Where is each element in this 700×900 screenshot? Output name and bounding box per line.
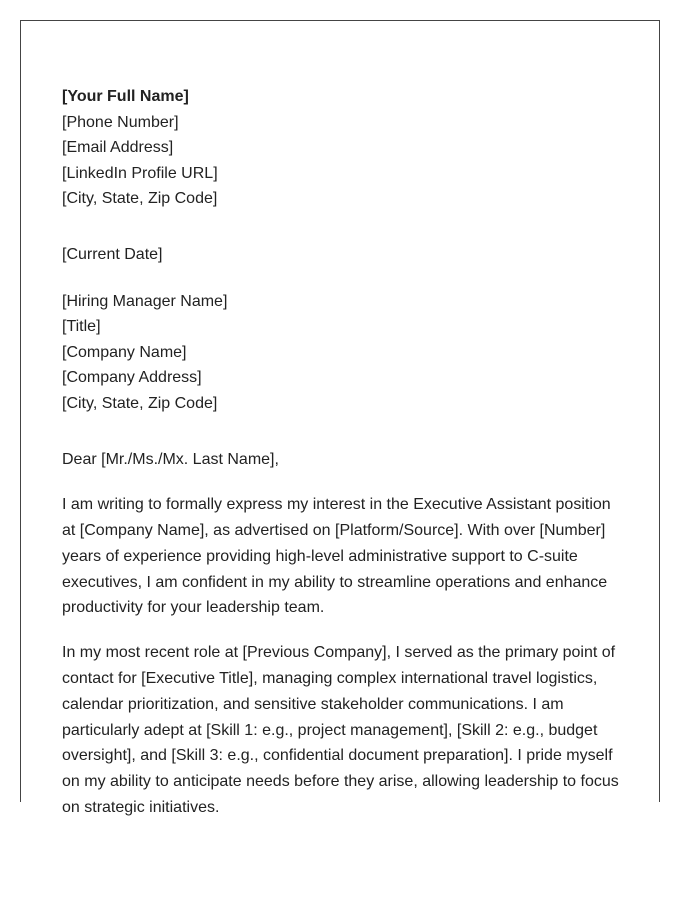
- sender-email: [Email Address]: [62, 139, 174, 157]
- recipient-company: [Company Name]: [62, 343, 187, 361]
- letter-page: [20, 20, 660, 816]
- sender-block: [62, 84, 628, 212]
- sender-phone: [Phone Number]: [62, 113, 179, 131]
- body-paragraph-1: I am writing to formally express my interest in the Executive Assistant position at [Company Name], as advertised on [Platform/Source]. With over [Number] years of experience providing high-level administrative support to C-suite executives, I am confident in my ability to streamline operations and enhance productivity for your leadership team.: [62, 496, 611, 617]
- salutation-block: [62, 447, 628, 473]
- letter-date: [Current Date]: [62, 245, 163, 263]
- recipient-title: [Title]: [62, 318, 101, 336]
- sender-full-name: [Your Full Name]: [62, 88, 189, 105]
- recipient-city-state-zip: [City, State, Zip Code]: [62, 394, 218, 412]
- letter-body: [62, 84, 628, 821]
- sender-city-state-zip: [City, State, Zip Code]: [62, 190, 218, 208]
- sender-linkedin: [LinkedIn Profile URL]: [62, 164, 218, 182]
- body-paragraph-2: In my most recent role at [Previous Company], I served as the primary point of contact for [Executive Title], managing complex international travel logistics, calendar prioritization, and sensitive stakeholder communications. I am particularly adept at [Skill 1: e.g., project management], [Skill 2: e.g., budget oversight], and [Skill 3: e.g., confidential document preparation]. I pride myself on my ability to anticipate needs before they arise, allowing leadership to focus on strategic initiatives.: [62, 644, 619, 816]
- date-block: [62, 242, 628, 268]
- recipient-name: [Hiring Manager Name]: [62, 292, 228, 310]
- recipient-block: [62, 289, 628, 417]
- recipient-address: [Company Address]: [62, 369, 202, 387]
- salutation: Dear [Mr./Ms./Mx. Last Name],: [62, 450, 279, 468]
